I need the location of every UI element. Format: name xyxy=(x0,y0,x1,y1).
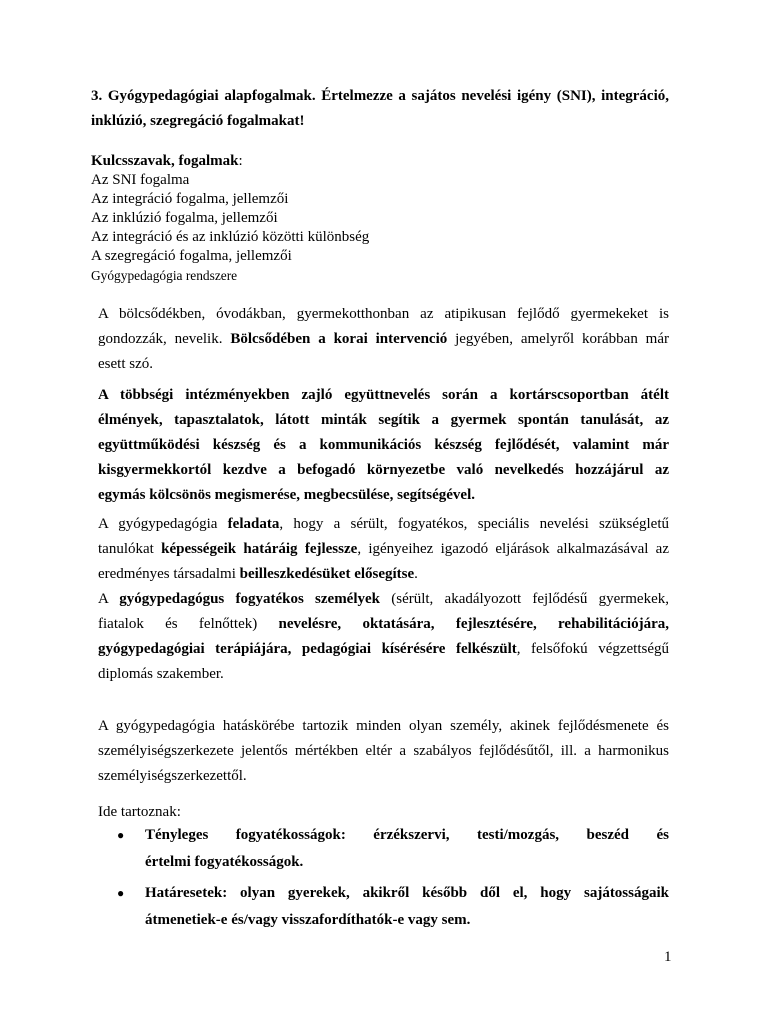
keyword-item: Gyógypedagógia rendszere xyxy=(91,268,238,283)
paragraph-line xyxy=(98,512,669,537)
paragraph-line xyxy=(98,562,669,587)
paragraph-line: kisgyermekkortól kezdve a befogadó környezetbe való nevelkedés hozzájárul az xyxy=(98,462,669,478)
bold-run: képességeik határáig fejlessze xyxy=(161,541,358,557)
paragraph-line xyxy=(98,612,669,637)
text-run: , hogy a sérült, fogyatékos, speciális nevelési szükségletű xyxy=(279,516,669,532)
keyword-item: Az inklúzió fogalma, jellemzői xyxy=(91,210,278,226)
text-run: A xyxy=(98,591,120,607)
paragraph-line xyxy=(98,327,669,352)
text-run: , felsőfokú végzettségű xyxy=(516,641,669,657)
keywords-colon: : xyxy=(238,153,243,169)
text-run: , igényeihez igazodó eljárások alkalmazásával az xyxy=(357,541,669,557)
paragraph-bold xyxy=(98,383,669,508)
bullet-icon: ● xyxy=(117,828,125,842)
text-run: A gyógypedagógia xyxy=(98,516,228,532)
text-run: fiatalok és felnőttek) xyxy=(98,616,279,632)
text-run: eredményes társadalmi xyxy=(98,566,240,582)
keyword-item: Az integráció fogalma, jellemzői xyxy=(91,191,289,207)
paragraph-line: egymás kölcsönös megismerése, megbecsülése, segítségével. xyxy=(98,487,475,503)
bold-run: Bölcsődében a korai intervenció xyxy=(230,331,448,347)
list-item-line: átmenetiek-e és/vagy visszafordíthatók-e vagy sem. xyxy=(145,912,471,928)
bold-run: beilleszkedésüket elősegítse xyxy=(239,566,415,582)
keywords-heading: Kulcsszavak, fogalmak xyxy=(91,153,239,169)
paragraph-intro xyxy=(98,302,669,377)
text-run: . xyxy=(414,566,418,582)
paragraph-line: élmények, tapasztalatok, látott minták segítik a gyermek spontán tanulását, az xyxy=(98,412,669,428)
list-item-line: Határesetek: olyan gyerekek, akikről később dől el, hogy sajátosságaik xyxy=(145,885,669,901)
bold-run: feladata xyxy=(227,516,280,532)
paragraph-line: személyiségszerkezete jelentős mértékben eltér a szabályos fejlődésűtől, ill. a harmonikus xyxy=(98,743,669,759)
keyword-item: Az SNI fogalma xyxy=(91,172,190,188)
question-title xyxy=(91,84,669,134)
text-run: tanulókat xyxy=(98,541,162,557)
keyword-item: Az integráció és az inklúzió közötti különbség xyxy=(91,229,370,245)
paragraph-specialist xyxy=(98,587,669,687)
bullet-list xyxy=(117,822,669,938)
paragraph-line: Ide tartoznak: xyxy=(98,804,181,820)
bold-run: gyógypedagógiai terápiájára, pedagógiai kísérésére felkészült xyxy=(98,641,517,657)
paragraph-task xyxy=(98,512,669,587)
text-run: (sérült, akadályozott fejlődésű gyermekek, xyxy=(380,591,669,607)
keyword-item: A szegregáció fogalma, jellemzői xyxy=(91,248,292,264)
paragraph-line: együttműködési készség és a kommunikációs készség fejlődését, valamint már xyxy=(98,437,669,453)
bullet-icon: ● xyxy=(117,886,125,900)
paragraph-line xyxy=(98,587,669,612)
text-run: gondozzák, nevelik. xyxy=(98,331,231,347)
paragraph-line xyxy=(98,637,669,662)
keywords-heading-row xyxy=(91,152,669,171)
text-run: jegyében, amelyről korábban már xyxy=(447,331,669,347)
list-item xyxy=(117,880,669,934)
keywords-section xyxy=(91,152,669,285)
paragraph-line: személyiségszerkezettől. xyxy=(98,768,247,784)
paragraph-scope xyxy=(98,714,669,789)
paragraph-line: diplomás szakember. xyxy=(98,666,224,682)
paragraph-line: A többségi intézményekben zajló együttnevelés során a kortárscsoportban átélt xyxy=(98,387,669,403)
page-number: 1 xyxy=(664,949,672,965)
bold-run: gyógypedagógus fogyatékos személyek xyxy=(119,591,381,607)
paragraph-line: esett szó. xyxy=(98,356,153,372)
list-item-line: értelmi fogyatékosságok. xyxy=(145,854,304,870)
list-item xyxy=(117,822,669,876)
paragraph-line: A gyógypedagógia hatáskörébe tartozik minden olyan személy, akinek fejlődésmenete és xyxy=(98,718,669,734)
paragraph-line: A bölcsődékben, óvodákban, gyermekotthonban az atipikusan fejlődő gyermekeket is xyxy=(98,306,669,322)
paragraph-line xyxy=(98,537,669,562)
bold-run: nevelésre, oktatására, fejlesztésére, rehabilitációjára, xyxy=(278,616,669,632)
title-line: 3. Gyógypedagógiai alapfogalmak. Értelmezze a sajátos nevelési igény (SNI), integráció, xyxy=(91,88,669,104)
title-line: inklúzió, szegregáció fogalmakat! xyxy=(91,113,305,129)
list-item-line: Tényleges fogyatékosságok: érzékszervi, testi/mozgás, beszéd és xyxy=(145,827,669,843)
